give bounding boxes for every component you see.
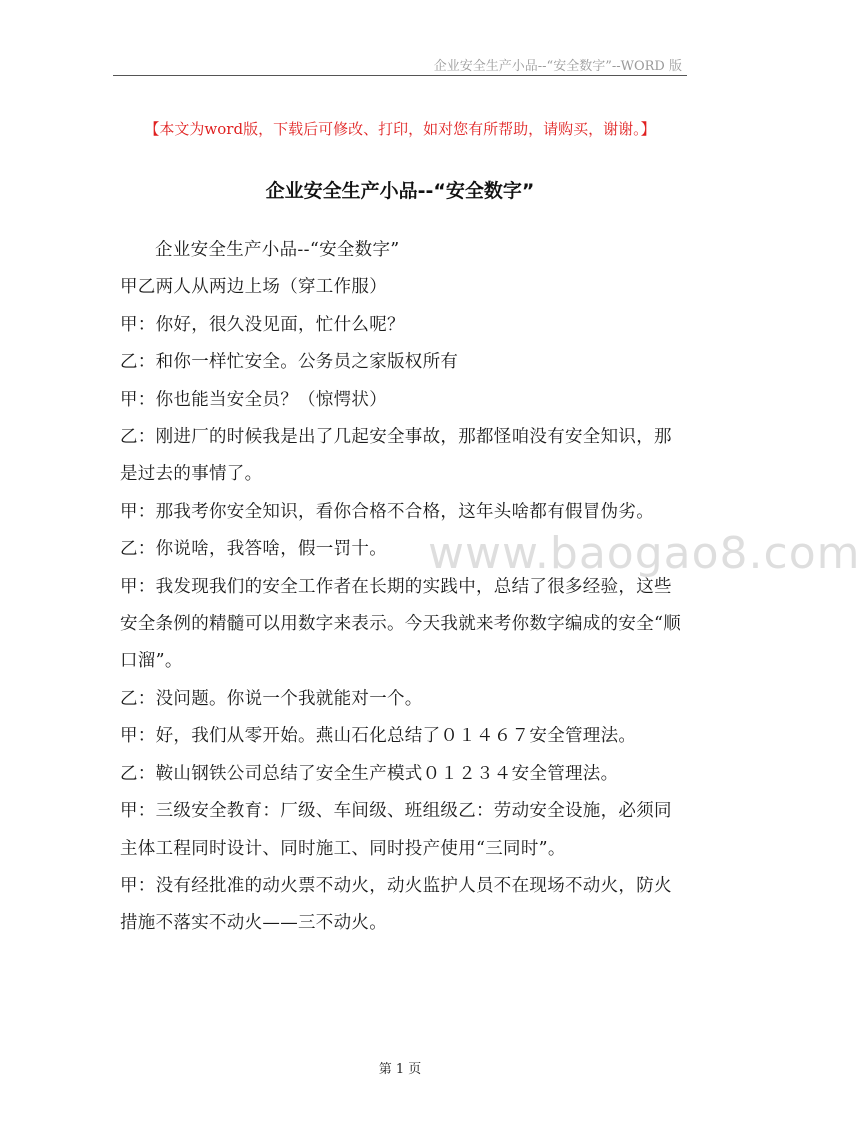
paragraph: 企业安全生产小品--“安全数字”	[155, 240, 400, 260]
paragraph: 甲：你也能当安全员？（惊愕状）	[120, 389, 387, 410]
paragraph: 甲：那我考你安全知识，看你合格不合格，这年头啥都有假冒伪劣。	[120, 501, 654, 522]
paragraph: 乙：和你一样忙安全。公务员之家版权所有	[120, 352, 459, 373]
paragraph: 甲：我发现我们的安全工作者在长期的实践中，总结了很多经验，这些安全条例的精髓可以用数字来表示。今天我就来考你数字编成的安全“顺口溜”。	[120, 576, 682, 672]
page-number: 第 1 页	[378, 1062, 422, 1077]
download-notice: 【本文为word版，下载后可修改、打印，如对您有所帮助，请购买，谢谢。】	[144, 120, 656, 138]
paragraph: 甲：没有经批准的动火票不动火，动火监护人员不在现场不动火，防火措施不落实不动火——三不动火。	[120, 875, 672, 934]
paragraph: 甲乙两人从两边上场（穿工作服）	[120, 277, 387, 298]
document-body	[120, 232, 686, 943]
document-title: 企业安全生产小品--“安全数字”	[265, 180, 535, 202]
paragraph: 乙：鞍山钢铁公司总结了安全生产模式０１２３４安全管理法。	[120, 763, 619, 784]
header-divider	[113, 75, 687, 76]
paragraph: 甲：好，我们从零开始。燕山石化总结了０１４６７安全管理法。	[120, 726, 637, 747]
paragraph: 乙：你说啥，我答啥，假一罚十。	[120, 539, 387, 560]
watermark: www.baogao8.com	[428, 528, 860, 579]
paragraph: 乙：刚进厂的时候我是出了几起安全事故，那都怪咱没有安全知识，那是过去的事情了。	[120, 427, 672, 485]
paragraph: 甲：三级安全教育：厂级、车间级、班组级乙：劳动安全设施，必须同主体工程同时设计、同时施工、同时投产使用“三同时”。	[120, 801, 672, 859]
paragraph: 乙：没问题。你说一个我就能对一个。	[120, 688, 423, 709]
paragraph: 甲：你好，很久没见面，忙什么呢？	[120, 314, 405, 335]
running-header: 企业安全生产小品--“安全数字”--WORD 版	[433, 59, 682, 74]
